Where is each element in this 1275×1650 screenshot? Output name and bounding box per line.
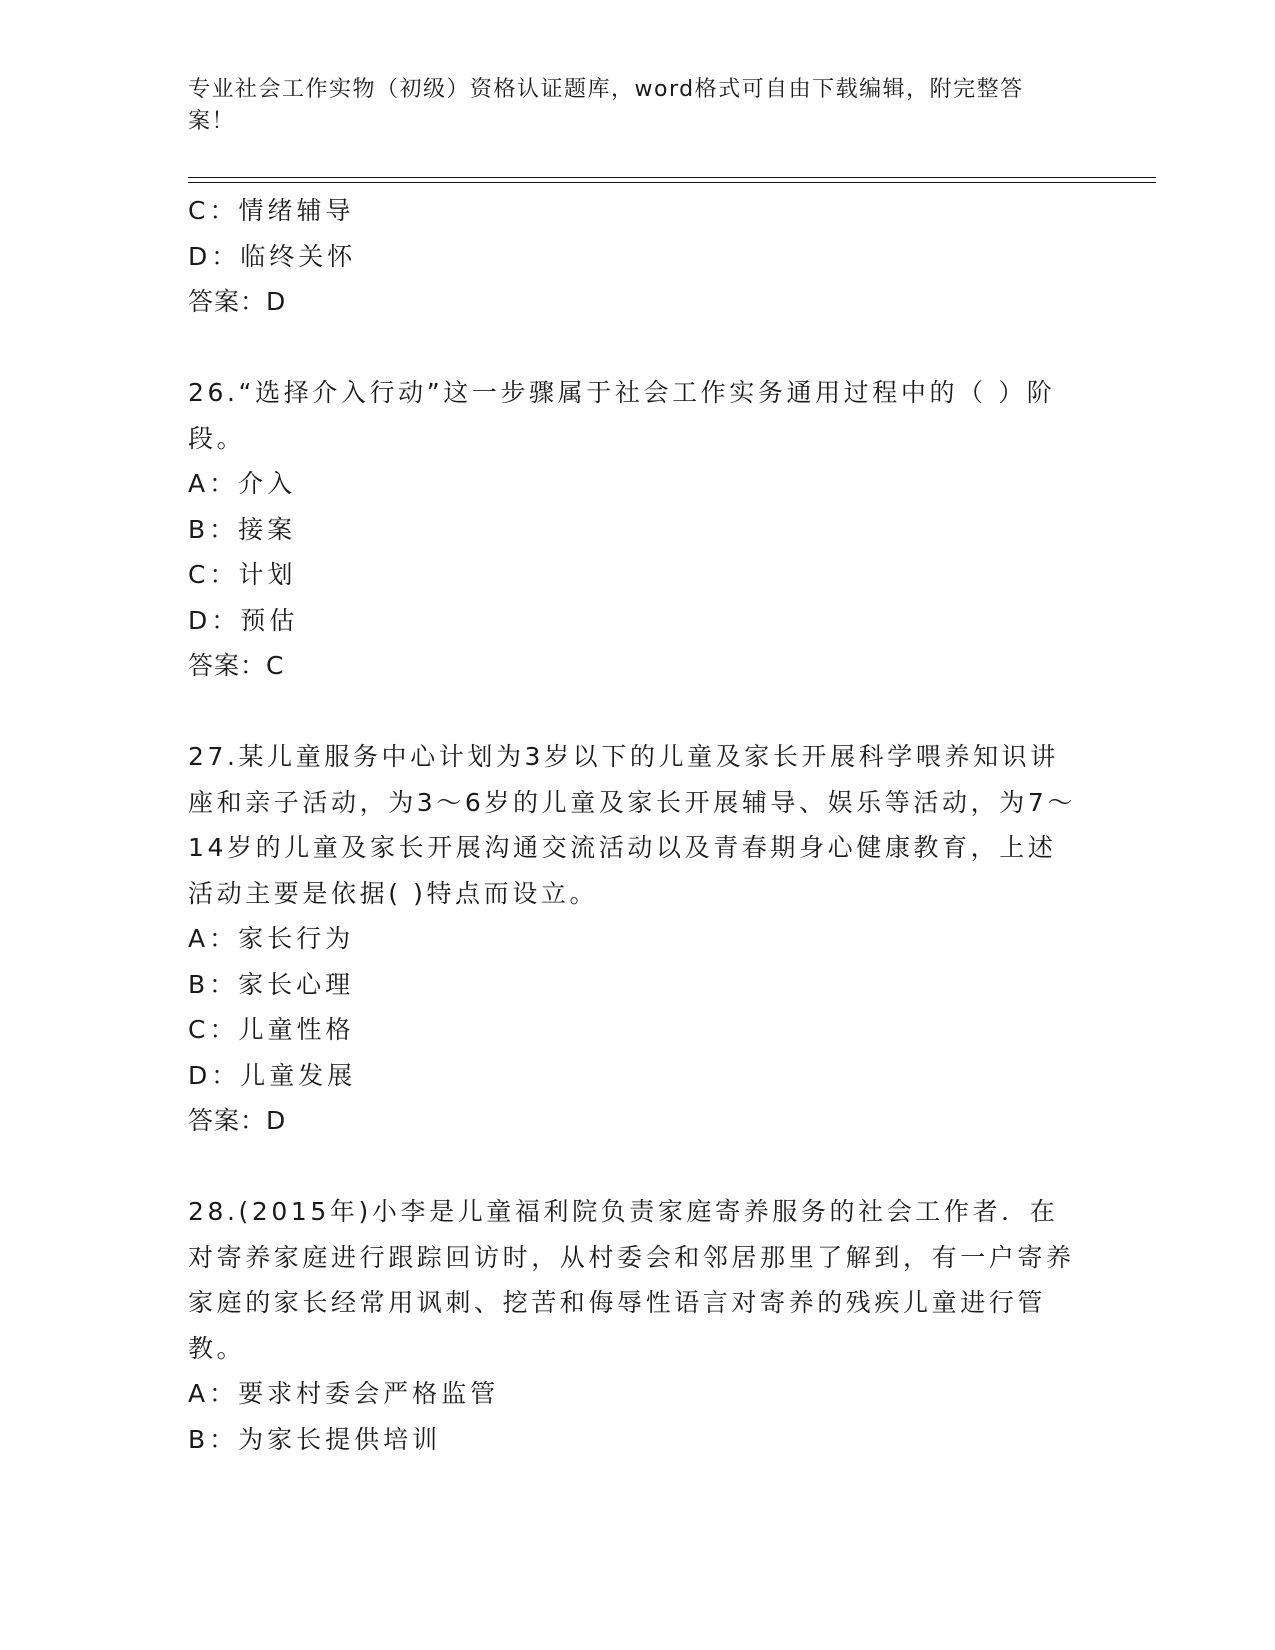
option-b: B：接案 (188, 514, 297, 544)
option-d: D：临终关怀 (188, 241, 357, 271)
option-d: D：儿童发展 (188, 1060, 357, 1090)
answer: 答案：D (188, 287, 287, 316)
question-content (188, 188, 1088, 1462)
answer: 答案：C (188, 651, 285, 680)
question-stem: 26.“选择介入行动”这一步骤属于社会工作实务通用过程中的（ ）阶段。 (188, 378, 1056, 453)
question-stem: 27.某儿童服务中心计划为3岁以下的儿童及家长开展科学喂养知识讲座和亲子活动，为3～6岁的儿童及家长开展辅导、娱乐等活动，为7～14岁的儿童及家长开展沟通交流活动以及青春期身心健康教育，上述活动主要是依据( )特点而设立。 (188, 742, 1076, 908)
option-a: A：介入 (188, 469, 297, 498)
answer: 答案：D (188, 1106, 287, 1135)
question-26 (188, 370, 1078, 689)
option-c: C：计划 (188, 560, 297, 589)
option-b: B：为家长提供培训 (188, 1424, 442, 1454)
question-stem: 28.(2015年)小李是儿童福利院负责家庭寄养服务的社会工作者．在对寄养家庭进行跟踪回访时，从村委会和邻居那里了解到，有一户寄养家庭的家长经常用讽刺、挖苦和侮辱性语言对寄养的残疾儿童进行管教。 (188, 1197, 1075, 1363)
option-c: C：情绪辅导 (188, 196, 355, 225)
option-c: C：儿童性格 (188, 1015, 355, 1044)
option-a: A：要求村委会严格监管 (188, 1379, 500, 1408)
option-b: B：家长心理 (188, 969, 355, 999)
question-28 (188, 1189, 1078, 1462)
option-a: A：家长行为 (188, 924, 355, 953)
header-rule-top (188, 177, 1156, 178)
option-d: D：预估 (188, 605, 299, 635)
question-27 (188, 734, 1078, 1144)
header-rule-bottom (188, 182, 1156, 183)
page-header: 专业社会工作实物（初级）资格认证题库，word格式可自由下载编辑，附完整答案！ (188, 77, 1024, 134)
